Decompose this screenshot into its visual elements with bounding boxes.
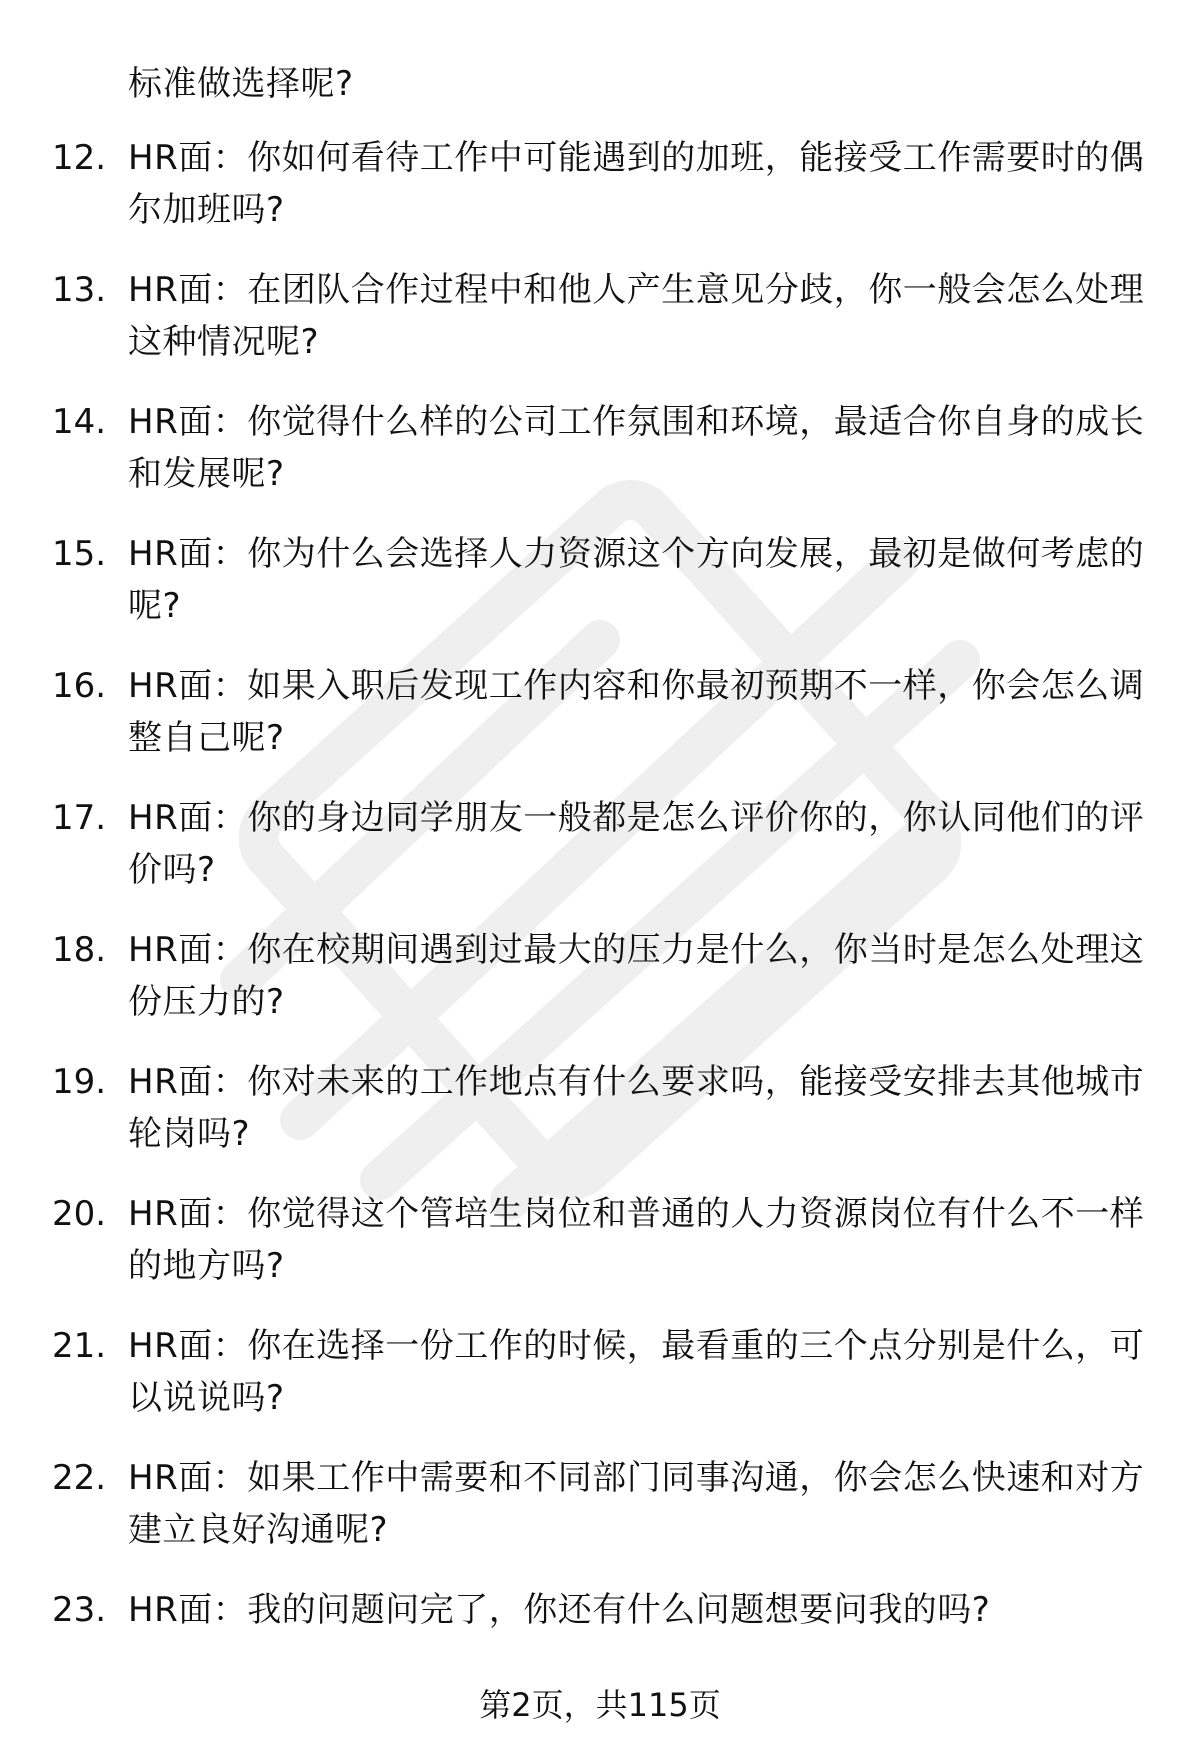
question-item (0, 1188, 1200, 1320)
question-text: HR面：你为什么会选择人力资源这个方向发展，最初是做何考虑的呢? (128, 534, 1145, 626)
question-number: 17. (52, 798, 107, 838)
question-item (0, 1452, 1200, 1584)
continued-question-text: 标准做选择呢? (128, 64, 354, 104)
question-text: HR面：你在选择一份工作的时候，最看重的三个点分别是什么，可以说说吗? (128, 1326, 1145, 1418)
question-number: 18. (52, 930, 107, 970)
question-number: 12. (52, 138, 107, 178)
question-item (0, 660, 1200, 792)
question-number: 20. (52, 1194, 107, 1234)
question-item (0, 792, 1200, 924)
question-number: 13. (52, 270, 107, 310)
question-item (0, 1056, 1200, 1188)
question-text: HR面：你觉得什么样的公司工作氛围和环境，最适合你自身的成长和发展呢? (128, 402, 1145, 494)
question-number: 16. (52, 666, 107, 706)
question-item (0, 396, 1200, 528)
question-number: 15. (52, 534, 107, 574)
question-number: 22. (52, 1458, 107, 1498)
question-text: HR面：你在校期间遇到过最大的压力是什么，你当时是怎么处理这份压力的? (128, 930, 1145, 1022)
question-text: HR面：我的问题问完了，你还有什么问题想要问我的吗? (128, 1590, 991, 1630)
question-number: 23. (52, 1590, 107, 1630)
question-item (0, 528, 1200, 660)
question-item (0, 924, 1200, 1056)
question-item (0, 1320, 1200, 1452)
question-text: HR面：如果工作中需要和不同部门同事沟通，你会怎么快速和对方建立良好沟通呢? (128, 1458, 1145, 1550)
question-text: HR面：你觉得这个管培生岗位和普通的人力资源岗位有什么不一样的地方吗? (128, 1194, 1145, 1286)
question-item (0, 264, 1200, 396)
question-item (0, 132, 1200, 264)
question-number: 21. (52, 1326, 107, 1366)
question-list (0, 132, 1200, 1716)
question-text: HR面：在团队合作过程中和他人产生意见分歧，你一般会怎么处理这种情况呢? (128, 270, 1145, 362)
question-text: HR面：如果入职后发现工作内容和你最初预期不一样，你会怎么调整自己呢? (128, 666, 1145, 758)
question-number: 19. (52, 1062, 107, 1102)
question-text: HR面：你的身边同学朋友一般都是怎么评价你的，你认同他们的评价吗? (128, 798, 1145, 890)
question-number: 14. (52, 402, 107, 442)
page-number-footer: 第2页，共115页 (479, 1686, 721, 1724)
question-text: HR面：你对未来的工作地点有什么要求吗，能接受安排去其他城市轮岗吗? (128, 1062, 1145, 1154)
question-text: HR面：你如何看待工作中可能遇到的加班，能接受工作需要时的偶尔加班吗? (128, 138, 1145, 230)
